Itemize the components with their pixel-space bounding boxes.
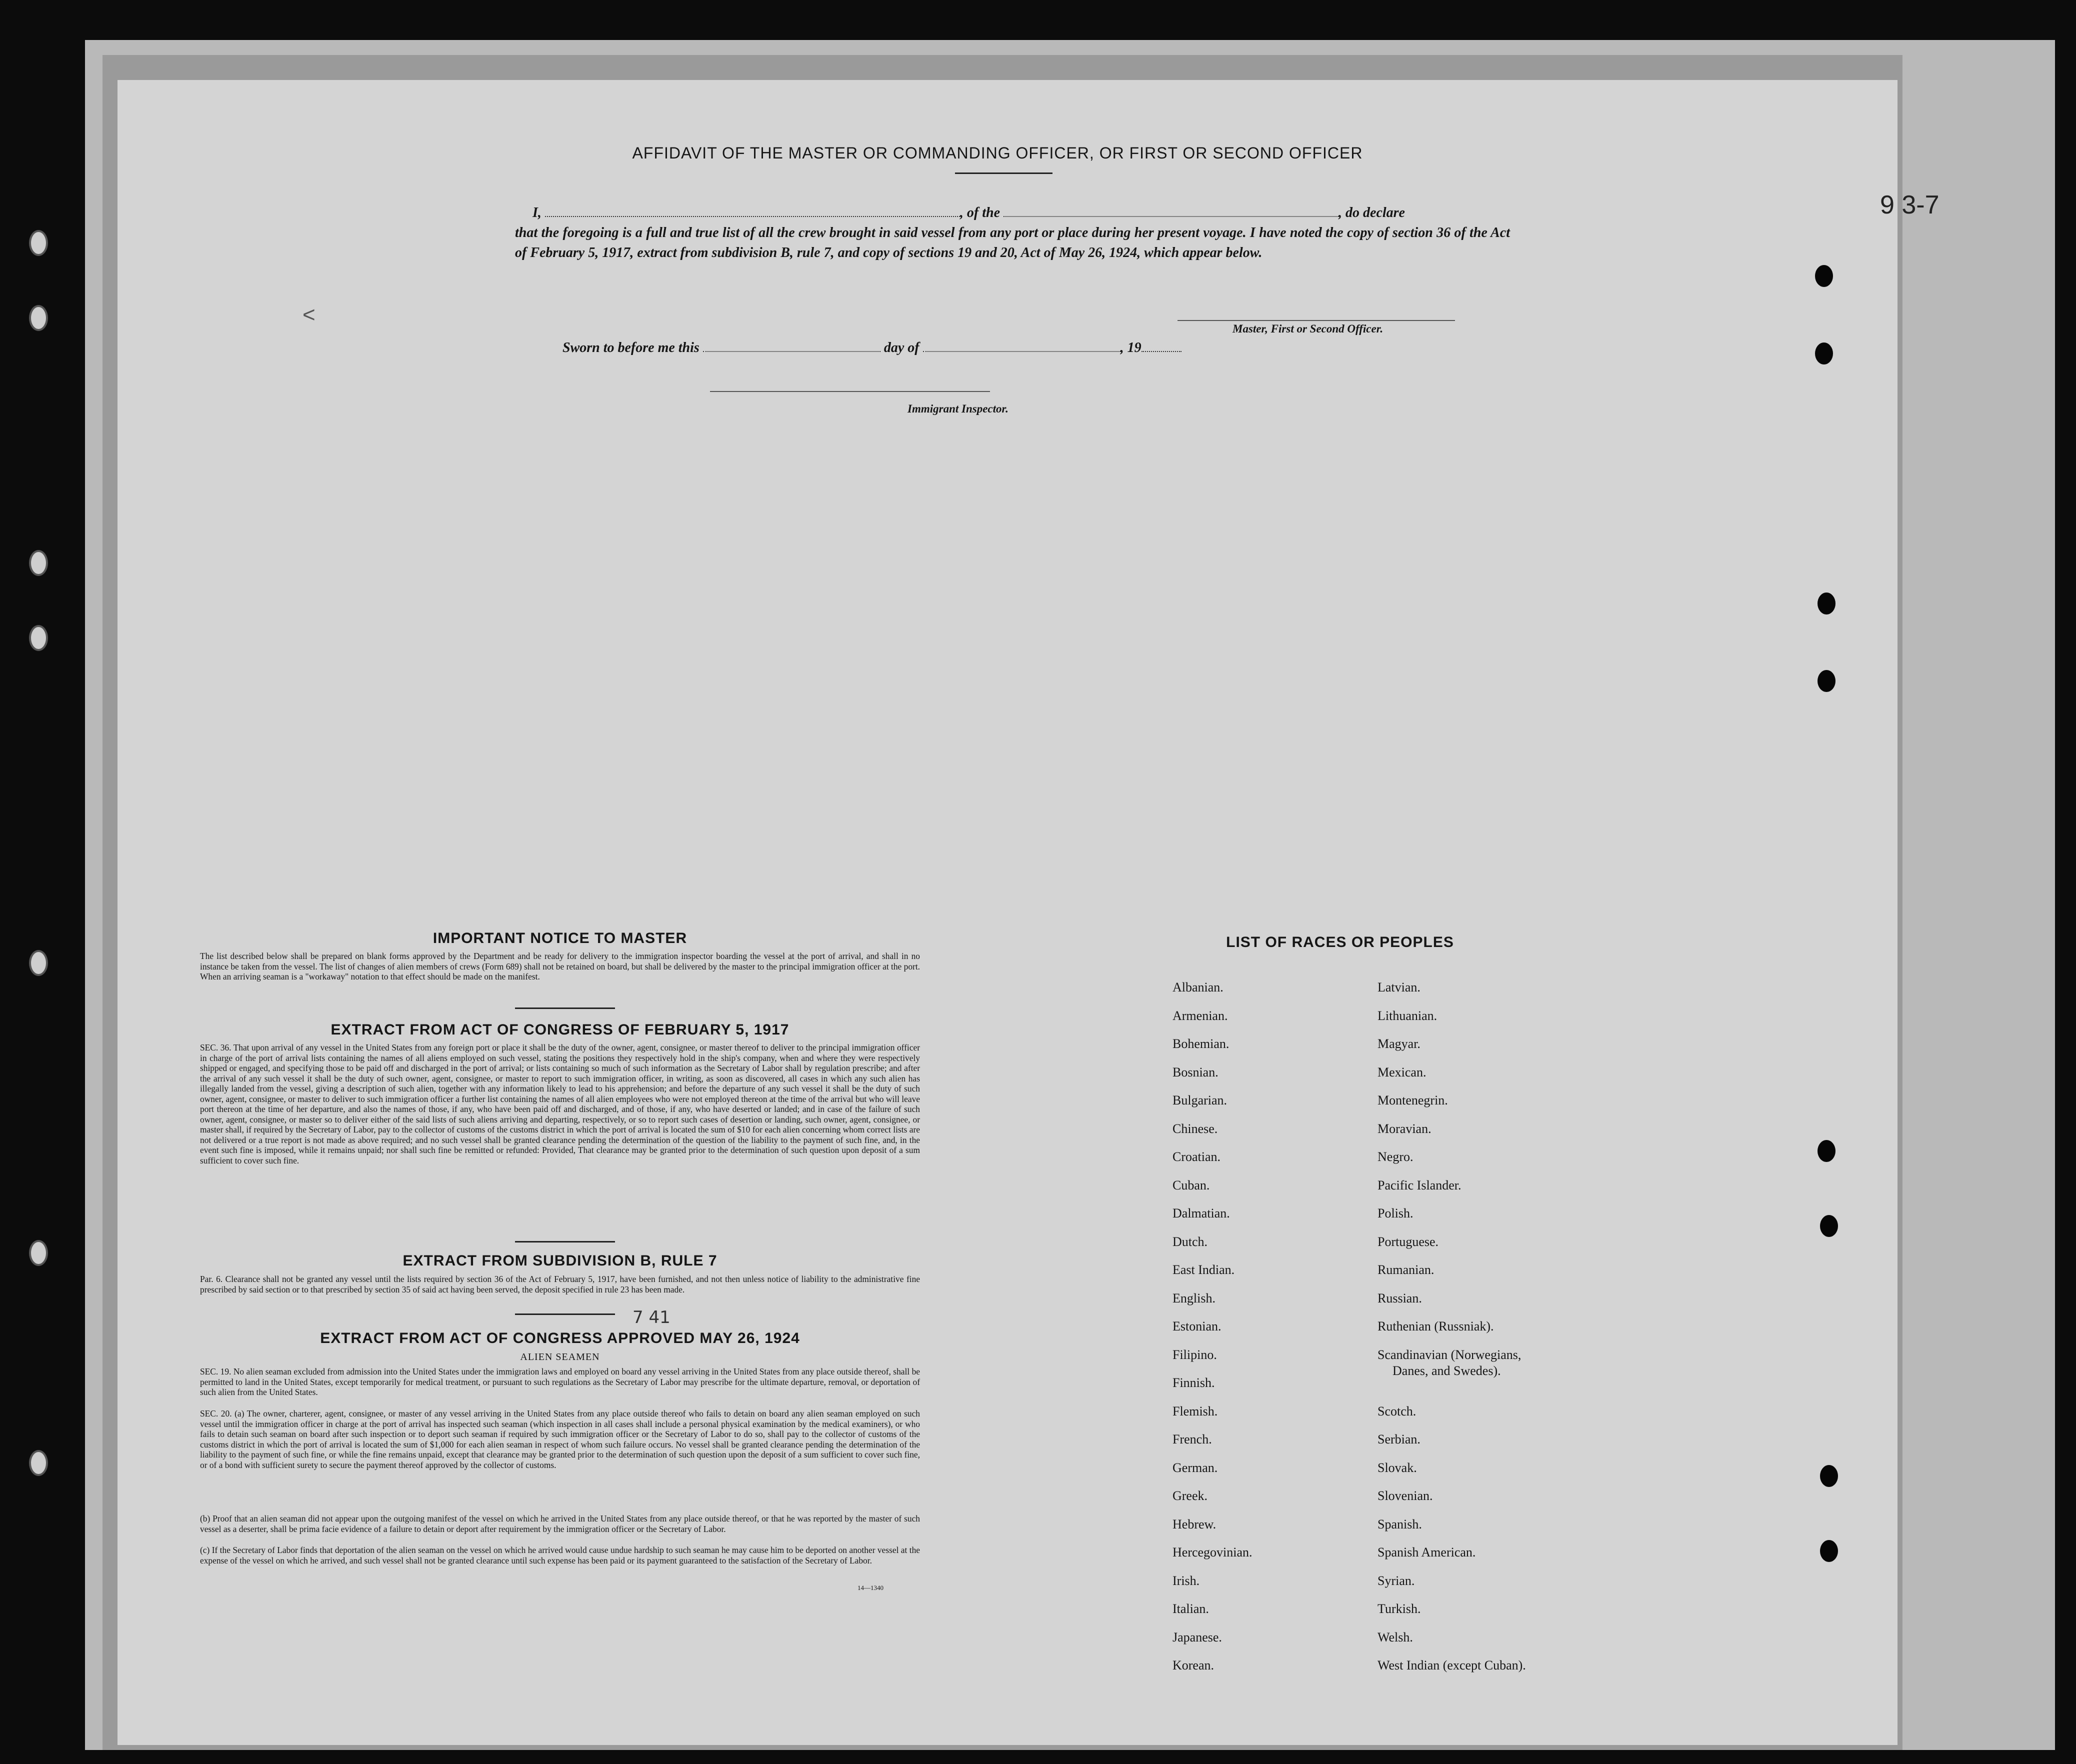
extract-1917-text: SEC. 36. That upon arrival of any vessel in the United States from any foreign port or place it shall be the duty of the owner, agent, consignee, or master thereof to deliver to the principal immigration officer in charge of the port of arrival lists containing the names of all aliens employed on such vessel, stating the positions they respectively hold in the ship's company, when and where they were respectively shipped or engaged, and specifying those to be paid off and discharged in the port of arrival; or lists containing so much of such information as the Secretary of Labor shall by regulation prescribe; and after the arrival of any such vessel it shall be the duty of such owner, agent, consignee, or master to report to such immigration officer, in writing, as soon as discovered, all cases in which any such alien has illegally landed from the vessel, giving a description of such alien, together with any information likely to lead to his apprehension; and before the departure of any such vessel it shall be the duty of such owner, agent, consignee, or master to deliver to such immigration officer a further list containing the names of all alien employees who were not employed thereon at the time of the arrival but who will leave port thereon at the time of her departure, and also the names of those, if any, who have been paid off and discharged, and of those, if any, who have deserted or landed; and in case of the failure of such owner, agent, consignee, or master so to deliver either of the said lists of such aliens arriving and departing, respectively, or so to report such cases of desertion or landing, such owner, agent, consignee, or master shall, if required by the Secretary of Labor, pay to the collector of customs of the customs district in which the port of arrival is located the sum of $10 for each alien concerning whom correct lists are not delivered or a true report is not made as above required; and no such vessel shall be granted clearance pending the determination of the question of the liability to the payment of such fine, and, in the event such fine is imposed, while it remains unpaid; nor shall such fine be remitted or refunded: Provided, That clearance may be granted prior to the determination of such question upon deposit of a sum sufficient to cover such fine.: [200, 1042, 920, 1166]
sworn-line: [562, 340, 1182, 356]
race-item: Turkish.: [1378, 1602, 1421, 1616]
extract-1924-subtitle: ALIEN SEAMEN: [520, 1352, 600, 1362]
affidavit-title: AFFIDAVIT OF THE MASTER OR COMMANDING OFFICER, OR FIRST OR SECOND OFFICER: [632, 144, 1363, 162]
race-item: Montenegrin.: [1378, 1093, 1448, 1108]
do-declare-label: , do declare: [1338, 205, 1405, 220]
race-item: Latvian.: [1378, 980, 1420, 994]
race-item: Filipino.: [1172, 1347, 1217, 1362]
punch-hole-icon: [1820, 1540, 1838, 1562]
notice-divider: [515, 1008, 615, 1009]
declarant-name-field[interactable]: [545, 205, 960, 217]
race-item: Mexican.: [1378, 1064, 1426, 1080]
binder-hole-icon: [29, 950, 48, 976]
race-item: Cuban.: [1172, 1178, 1210, 1192]
race-item: Syrian.: [1378, 1573, 1415, 1588]
punch-hole-icon: [1818, 1140, 1836, 1162]
race-item: French.: [1172, 1432, 1212, 1446]
binder-hole-icon: [29, 625, 48, 651]
race-item: Bosnian.: [1172, 1064, 1218, 1080]
form-number: 14—1340: [858, 1584, 884, 1592]
inspector-signature-line: [710, 391, 990, 392]
race-item: Croatian.: [1172, 1150, 1221, 1164]
race-item: Hebrew.: [1172, 1516, 1216, 1532]
sec20b-text: (b) Proof that an alien seaman did not appear upon the outgoing manifest of the vessel on which he arrived in the United States from any place outside thereof, or that he was reported by the master of such vessel as a deserter, shall be prima facie evidence of a failure to detain or deport after requirement by the immigration officer or the Secretary of Labor.: [200, 1514, 920, 1534]
race-item: Irish.: [1172, 1573, 1200, 1588]
sworn-month-field[interactable]: [923, 341, 1120, 352]
race-item: Armenian.: [1172, 1008, 1228, 1023]
race-item: Spanish American.: [1378, 1545, 1476, 1560]
race-item: West Indian (except Cuban).: [1378, 1658, 1526, 1672]
race-item: Portuguese.: [1378, 1234, 1439, 1249]
day-of-label: day of: [884, 340, 920, 356]
race-item: Bohemian.: [1172, 1036, 1230, 1051]
binder-hole-icon: [29, 1240, 48, 1266]
race-item: Danes, and Swedes).: [1392, 1363, 1501, 1378]
race-item: Russian.: [1378, 1290, 1422, 1306]
rule7-title: EXTRACT FROM SUBDIVISION B, RULE 7: [402, 1252, 718, 1269]
punch-hole-icon: [1820, 1465, 1838, 1487]
race-item: Serbian.: [1378, 1432, 1420, 1446]
race-item: Finnish.: [1172, 1376, 1215, 1390]
race-item: Estonian.: [1172, 1319, 1222, 1334]
signature-label: Master, First or Second Officer.: [1232, 322, 1384, 335]
punch-hole-icon: [1818, 670, 1836, 692]
extract-1924-title: EXTRACT FROM ACT OF CONGRESS APPROVED MAY 26, 1924: [320, 1330, 800, 1346]
sec20c-text: (c) If the Secretary of Labor finds that deportation of the alien seaman on the vessel on which he arrived would cause undue hardship to such seaman he may cause him to be deported on another vessel at the expense of the vessel on which he arrived, and such vessel shall not be granted clearance until such expense has been paid or its payment guaranteed to the satisfaction of the Secretary of Labor.: [200, 1545, 920, 1566]
punch-hole-icon: [1815, 342, 1833, 364]
race-item: Italian.: [1172, 1602, 1209, 1616]
race-item: Greek.: [1172, 1488, 1208, 1503]
sworn-day-field[interactable]: [703, 341, 880, 352]
race-item: Welsh.: [1378, 1630, 1413, 1644]
of-the-label: , of the: [960, 205, 1000, 220]
race-item: Dalmatian.: [1172, 1206, 1230, 1220]
affidavit-declaration: [515, 203, 1515, 263]
punch-hole-icon: [1815, 265, 1833, 287]
vessel-name-field[interactable]: [1004, 205, 1338, 217]
race-item: Flemish.: [1172, 1404, 1218, 1418]
race-item: Lithuanian.: [1378, 1008, 1438, 1023]
sworn-year-field[interactable]: [1142, 341, 1182, 352]
affidavit-body: that the foregoing is a full and true list of all the crew brought in said vessel from any port or place during her present voyage. I have noted the copy of section 36 of the Act of February 5, 1917, extract from subdivision B, rule 7, and copy of sections 19 and 20, Act of May 26, 1924, which appear below.: [515, 225, 1510, 260]
extract-1917-divider: [515, 1241, 615, 1242]
binder-hole-icon: [29, 550, 48, 576]
rule7-divider: [515, 1314, 615, 1315]
race-item: Negro.: [1378, 1150, 1414, 1164]
punch-hole-icon: [1820, 1215, 1838, 1237]
race-item: Pacific Islander.: [1378, 1178, 1462, 1192]
declare-i-label: I,: [532, 205, 542, 220]
race-item: Slovenian.: [1378, 1488, 1433, 1503]
sworn-label: Sworn to before me this: [562, 340, 700, 356]
margin-pencil-mark: <: [302, 302, 316, 327]
races-left-column: [1172, 980, 1252, 1686]
race-item: English.: [1172, 1290, 1216, 1306]
handwritten-stamp: 7 41: [632, 1308, 670, 1328]
race-item: Chinese.: [1172, 1121, 1218, 1136]
corner-pencil-note: 9 3-7: [1880, 190, 1940, 220]
title-divider: [955, 172, 1052, 174]
race-item: Bulgarian.: [1172, 1093, 1228, 1108]
binder-hole-icon: [29, 305, 48, 331]
race-item: Moravian.: [1378, 1121, 1432, 1136]
race-item: Dutch.: [1172, 1234, 1208, 1249]
race-item: Japanese.: [1172, 1630, 1222, 1644]
race-item: Korean.: [1172, 1658, 1214, 1672]
race-item: Albanian.: [1172, 980, 1224, 994]
race-item: Slovak.: [1378, 1460, 1417, 1475]
race-item: Spanish.: [1378, 1516, 1422, 1532]
binder-hole-icon: [29, 1450, 48, 1476]
extract-1917-title: EXTRACT FROM ACT OF CONGRESS OF FEBRUARY 5, 1917: [330, 1022, 790, 1038]
race-item: East Indian.: [1172, 1262, 1235, 1277]
race-item: Hercegovinian.: [1172, 1545, 1252, 1560]
races-right-column: [1378, 980, 1526, 1686]
race-item: Polish.: [1378, 1206, 1414, 1220]
race-item: Magyar.: [1378, 1036, 1420, 1051]
race-item: Scandinavian (Norwegians,: [1378, 1347, 1522, 1362]
race-item: German.: [1172, 1460, 1218, 1475]
race-item: Rumanian.: [1378, 1262, 1434, 1277]
inspector-label: Immigrant Inspector.: [908, 402, 1008, 415]
binder-hole-icon: [29, 230, 48, 256]
punch-hole-icon: [1818, 592, 1836, 614]
year-label: , 19: [1120, 340, 1142, 356]
race-item: Ruthenian (Russniak).: [1378, 1319, 1494, 1334]
notice-text: The list described below shall be prepared on blank forms approved by the Department and be ready for delivery to the immigration inspector boarding the vessel at the port of arrival, and shall in no instance be taken from the vessel. The list of changes of alien members of crews (Form 689) shall not be retained on board, but shall be delivered by the master to the principal immigration officer at the port. When an arriving seaman is a "workaway" notation to that effect should be made on the manifest.: [200, 951, 920, 982]
notice-title: IMPORTANT NOTICE TO MASTER: [432, 930, 688, 946]
sec19-text: SEC. 19. No alien seaman excluded from admission into the United States under the immigration laws and employed on board any vessel arriving in the United States from any place outside thereof, shall be permitted to land in the United States, except temporarily for medical treatment, or pursuant to such regulations as the Secretary of Labor may prescribe for the ultimate departure, removal, or deportation of such alien from the United States.: [200, 1366, 920, 1397]
sec20a-text: SEC. 20. (a) The owner, charterer, agent, consignee, or master of any vessel arriving in the United States from any place outside thereof who fails to detain on board any alien seaman employed on such vessel until the immigration officer in charge at the port of arrival has inspected such seaman (which inspection in all cases shall include a personal physical examination by the medical examiners), or who fails to detain such seaman on board after such inspection or to deport such seaman if required by such immigration officer or the Secretary of Labor to do so, shall pay to the collector of customs of the customs district in which the port of arrival is located the sum of $1,000 for each alien seaman in respect of whom such failure occurs. No vessel shall be granted clearance pending the determination of the liability to the payment of such fine, or while the fine remains unpaid, except that clearance may be granted prior to the determination of such question upon the deposit of a sum sufficient to cover such fine, or of a bond with sufficient surety to secure the payment thereof approved by the collector of customs.: [200, 1408, 920, 1470]
signature-line: [1178, 320, 1455, 321]
races-title: LIST OF RACES OR PEOPLES: [1226, 934, 1454, 950]
race-item: Scotch.: [1378, 1404, 1416, 1418]
rule7-text: Par. 6. Clearance shall not be granted any vessel until the lists required by section 36 of the Act of February 5, 1917, have been furnished, and not then unless notice of liability to the administrative fine prescribed by said section or to that prescribed by section 35 of said act having been served, the deposit specified in rule 23 has been made.: [200, 1274, 920, 1294]
manifest-page: [118, 80, 1898, 1745]
